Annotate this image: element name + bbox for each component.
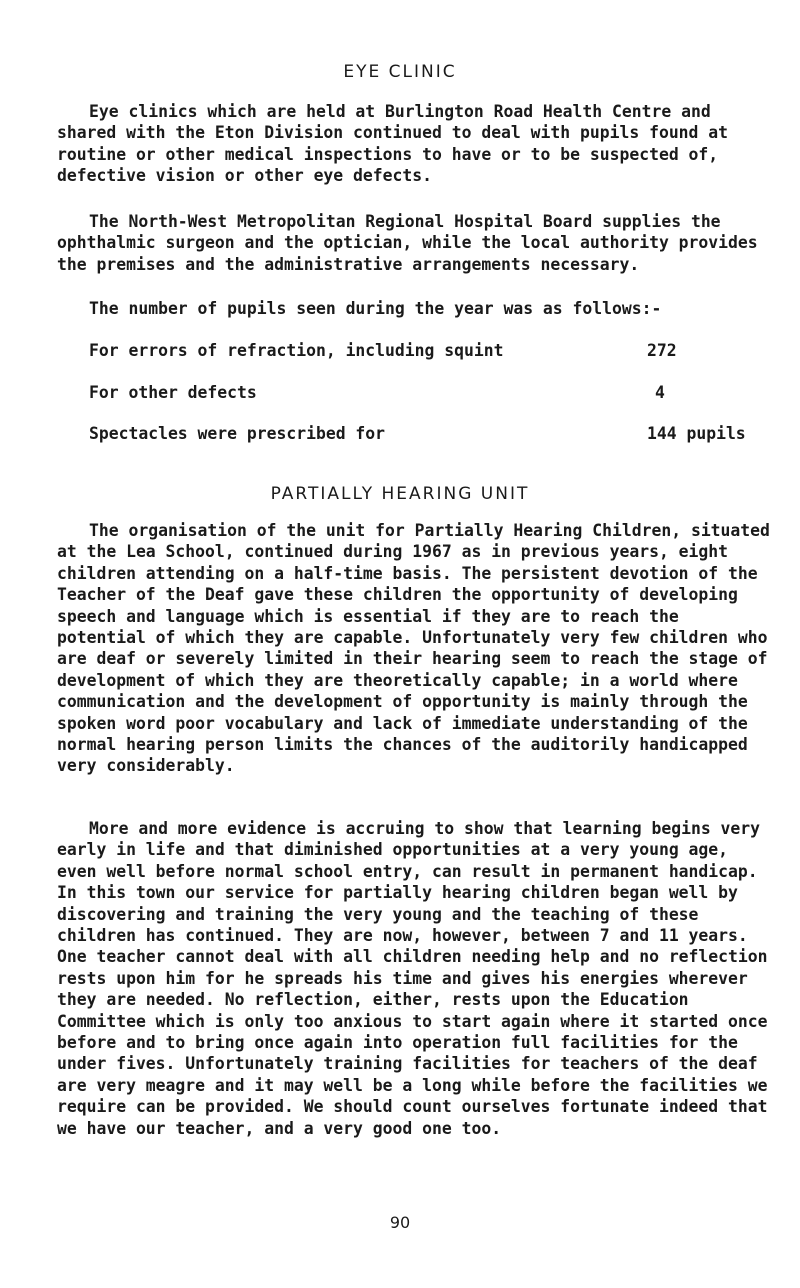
spectacles-value: 144 pupils bbox=[647, 424, 746, 443]
eye-clinic-paragraph-2-text: The North-West Metropolitan Regional Hospital Board supplies the ophthalmic surgeon and the optician, while the local authority provides the premises and the administrative arrangements necessary. bbox=[57, 212, 758, 274]
refraction-label: For errors of refraction, including squint bbox=[89, 341, 504, 360]
spectacles-label: Spectacles were prescribed for bbox=[89, 424, 386, 443]
refraction-row bbox=[89, 341, 779, 363]
phu-paragraph-2-text: More and more evidence is accruing to show that learning begins very early in life and that diminished opportunities at a very young age, even well before normal school entry, can result in permanent handicap. In this town our service for partially hearing children began well by discovering and training the very young and the teaching of these children has continued. They are now, however, between 7 and 11 years. One teacher cannot deal with all children needing help and no reflection rests upon him for he spreads his time and gives his energies wherever they are needed. No reflection, either, rests upon the Education Committee which is only too anxious to start again where it started once before and to bring once again into operation full facilities for the under fives. Unfortunately training facilities for teachers of the deaf are very meagre and it may well be a long while before the facilities we require can be provided. We should count ourselves fortunate indeed that we have our teacher, and a very good one too. bbox=[57, 819, 768, 1138]
eye-clinic-heading: EYE CLINIC bbox=[343, 62, 457, 82]
phu-paragraph-1 bbox=[57, 520, 777, 777]
page-number: 90 bbox=[389, 1213, 411, 1232]
eye-clinic-paragraph-1-text: Eye clinics which are held at Burlington Road Health Centre and shared with the Eton Division continued to deal with pupils found at routine or other medical inspections to have or to be suspected of, defective vision or other eye defects. bbox=[57, 102, 729, 186]
eye-clinic-paragraph-3-text: The number of pupils seen during the year was as follows:- bbox=[89, 299, 662, 318]
eye-clinic-paragraph-3 bbox=[57, 298, 777, 319]
other-defects-value: 4 bbox=[655, 383, 665, 402]
eye-clinic-paragraph-1 bbox=[57, 101, 777, 187]
spectacles-row bbox=[89, 424, 779, 446]
phu-paragraph-1-text: The organisation of the unit for Partially Hearing Children, situated at the Lea School, continued during 1967 as in previous years, eight children attending on a half-time basis. The persistent devotion of the Teacher of the Deaf gave these children the opportunity of developing speech and language which is essential if they are to reach the potential of which they are capable. Unfortunately very few children who are deaf or severely limited in their hearing seem to reach the stage of development of which they are theoretically capable; in a world where communication and the development of opportunity is mainly through the spoken word poor vocabulary and lack of immediate understanding of the normal hearing person limits the chances of the auditorily handicapped very considerably. bbox=[57, 521, 770, 776]
phu-paragraph-2 bbox=[57, 818, 777, 1139]
other-defects-label: For other defects bbox=[89, 383, 257, 402]
other-defects-row bbox=[89, 383, 779, 405]
eye-clinic-paragraph-2 bbox=[57, 211, 777, 275]
refraction-value: 272 bbox=[647, 341, 677, 360]
partially-hearing-unit-heading: PARTIALLY HEARING UNIT bbox=[270, 484, 530, 504]
